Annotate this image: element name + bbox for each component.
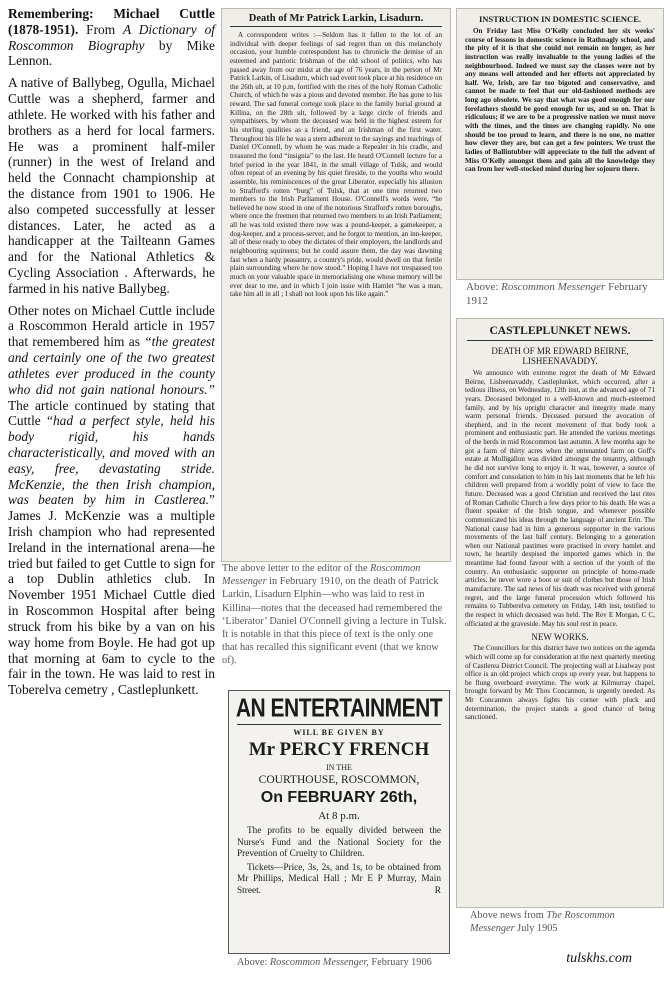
larkin-heading: Death of Mr Patrick Larkin, Lisadurn. [230, 9, 442, 27]
beirne-subhead-place: LISHEENAVADDY. [522, 356, 598, 366]
castleplunket-caption [470, 909, 660, 935]
castleplunket-clipping [456, 318, 664, 908]
domestic-caption [466, 280, 662, 308]
article-quote: “the greatest and certainly one of the two greatest athletes ever produced in the county who did not gain national honours.” [8, 334, 215, 397]
ad-venue: COURTHOUSE, ROSCOMMON, [258, 774, 420, 786]
caption-text: February 1912 [466, 281, 648, 308]
ad-profits: The profits to be equally divided between the Nurse's Fund and the National Society for the Prevention of Cruelty to Children. [237, 826, 441, 860]
beirne-paragraph: We announce with extreme regret the death of Mr Edward Beirne, Lisheenavaddy, Castleplunket, which occurred, after a tedious illness, on Wednesday, 12th inst, at the advanced age of 71 years. Deceased belonged to a well-known and much-esteemed family, and by his upright character and integrity made many warm personal friends. Deceased pursued the avocation of shepherd, and in the recent movement of that body took a prominent and enthusiastic part. He attended the various meetings of the herds in mid Roscommon last autumn. A few months ago he got a farm of thirty acres when the untenanted farm on Goff's estate at Mulligallon was divided amongst the tenantry, although he did not survive long to enjoy it. It was, however, a source of comfort and consolation to him in his last moments that he left his children well prepared from a worldly point of view to face the future. Deceased was a good Christian and received the last rites of Roman Catholic Church a few days prior to his death. He was a fluent speaker of the Irish tongue, and whenever possible communicated his ideas through the language of ancient Erin. The National cause had in him a generous supporter in the various movements of the last half century. Belonging to a generation when our National pastimes were practised in every hamlet and town, he heartily despised the imported games which in the meantime had found favour with a section of the youth of the country. An enthusiastic supporter on principle of home-made articles, he never wore a boot or suit of clothes but those of Irish manufacture. The sad news of his death was received with general regret, and the large funeral procession which followed his remains to Tubberelva cemetery on Friday, 14th inst, testified to the respect in which deceased was held. The Rev E Morgan, C C, officiated at the graveside. May his soul rest in peace. [465, 369, 655, 628]
site-footer: tulskhs.com [566, 951, 632, 966]
entertainment-caption [237, 956, 447, 969]
larkin-caption [222, 562, 448, 667]
ad-mark: R [434, 886, 441, 897]
caption-source: Roscommon Messenger [501, 281, 606, 293]
ad-time: At 8 p.m. [318, 810, 360, 822]
entertainment-ad [228, 690, 450, 954]
larkin-clipping [221, 8, 451, 562]
ad-tickets-text: Tickets—Price, 3s, 2s, and 1s, to be obtained from Mr Phillips, Medical Hall ; Mr E P Murray, Main Street. [237, 862, 441, 897]
ad-date: On FEBRUARY 26th, [260, 789, 418, 806]
caption-text: July 1905 [514, 923, 558, 935]
divider [237, 724, 441, 725]
article-header [8, 6, 215, 69]
ad-in-the: IN THE [326, 763, 352, 772]
caption-text: in February 1910, on the death of Patrick Larkin, Lisadurn Elphin—who was laid to rest in Killina—notes that the deceased had remembered the ‘Liberator’ Daniel O'Connell giving a lecture in Tulsk. It is notable in that this piece of text is the only one that has recalled this significant event (that we know of). [222, 576, 447, 667]
larkin-paragraph: A correspondent writes :—Seldom has it fallen to the lot of an individual with deeper feelings of sad regret than on this melancholy occasion, your humble correspondent has to chronicle the demise of an esteemed and patriotic Irishman of the old school of politics, who has passed away from our midst at the age of 76 years, in the person of Mr Patrick Larkin, of Lisadurn, which sad event took place at his residence on the 26th ult, at 10 p.m, fortified with the rites of the holy Roman Catholic Church, of which he was a pious and devoted member. He has gone to his reward. The sad funeral cortege took place to the family burial ground at Killina, on the 28th ult, followed by a large circle of friends and sympathisers, by whom the deceased was held in the highest esteem for his sterling qualities as a friend, and an Irishman of the first water. Throughout his life he was a stern adherent to the sayings and teachings of Daniel O'Connell, by whom he was made a Repealer in his cradle, and treasured the fond “insignia” to the last. He heard O'Connell lecture for a brief period in the year 1841, in the small village of Tulsk, and would often repeat of an evening by his quiet fireside, to the youths who would assemble, his reminiscences of the great Liberator, especially his allusion to Strafford's rotten “burg” of Tulsk, that at one time returned two members to the Irish Parliament House. O'Connell's words were, “he believed he now stood in one of the notorious Strafford's rotten boroughs, where once the freemen that returned two members to an Irish Parliament; all he was told existed there now was a pound-keeper, a gamekeeper, a dog-keeper, and a process-server, and he forgot to mention, an inn-keeper, all of these ready to obey the dictates of their employers, the landlords and neighbouring squireens; but he could assure them, the day was dawning fast when a hardy peasantry, a country's pride, would dwell on that fertile plain surrounding where he now stood.” Hoping I have not trespassed too much on your valuable space in memorialising one whose memory will be ever dear to me, and in which I join issue with Hamlet “he was a man, take him all in all ; I shall not look upon his like again.” [230, 31, 442, 299]
new-works-paragraph: The Councillors for this district have two notices on the agenda which will come up for consideration at the next quarterly meeting of Castlerea District Council. The projecting wall at Lisalway post office is an old project which crops up every year, but happens to be flung overboard everytime. The work at Kilmurray chapel, brought forward by Mr Thos Concannon, is urgently needed. As Mr Concannon always fights his corner with pluck and determination, the project stands a good chance of being sanctioned. [465, 644, 655, 722]
domestic-heading: INSTRUCTION IN DOMESTIC SCIENCE. [478, 14, 641, 24]
beirne-text [457, 369, 663, 628]
domestic-paragraph: On Friday last Miss O'Kelly concluded her six weeks' course of lessons in domestic science in Rathnagly school, and the pity of it is that she could not remain on longer, as her instruction was really invaluable to the young ladies of the neighbourhood. Indeed we must say the classes were not by any means well attended and her efforts not appreciated by half. We, Irish, are far too bigoted and conservative, and cannot be made to feel that our old-fashioned methods are long ago obsolete. We say that what was good enough for our forefathers should be good enough for us, and so on. That is ridiculous; if we are to be a progressive nation we must move with the times, and the times are changing rapidly. No one should be too proud to learn, and there is no one, no matter how clever they are, but can get a few pointers. We trust the ladies of Ballintubber will appreciate to the full the advent of Miss O'Kelly amongst them and gain all the knowledge they can from her well-stocked mind during her sojourn there. [465, 27, 655, 174]
larkin-text [222, 31, 450, 299]
article-quote: had a perfect style, held his body rigid, his hands characteristically, and moved with an easy, free, devastating stride. McKenzie, the then Irish champion, was beaten by him in Castlerea. [8, 413, 216, 508]
caption-text: Above: [237, 957, 270, 968]
article-paragraph-1: A native of Ballybeg, Ogulla, Michael Cuttle was a shepherd, farmer and athlete. He worked with his father and brothers as a herd for local farmers. He was a prominent half-miler (runner) in the west of Ireland and held the Connacht championship at the distance from 1901 to 1906. He also competed successfully at lesser distances. Later, he acted as a handicapper at the Tailteann Games and for the National Athletics & Cycling Association . Afterwards, he farmed in his native Ballybeg. [8, 75, 215, 296]
main-article [8, 6, 215, 704]
caption-source: Roscommon Messenger [222, 563, 421, 588]
caption-source: The Roscommon Messenger [470, 910, 615, 935]
ad-title: AN ENTERTAINMENT [235, 694, 443, 723]
article-text: Other notes on Michael Cuttle include a Roscommon Herald article in 1957 that remembered him as [8, 302, 215, 350]
ad-tickets [229, 861, 449, 900]
article-text: ” James J. McKenzie was a multiple Irish champion who had represented Ireland in the international arena—he tried but failed to get Cuttle to sign for a top Dublin athletics club. In November 1951 Michael Cuttle died in Roscommon Hospital after being struck from his bike by a van on his way home from Boyle. He had got up that morning at 6am to cycle to the fair in the town. He was laid to rest in Toberelva cemetry , Castleplunkett. [8, 492, 215, 698]
ad-performer: Mr PERCY FRENCH [248, 739, 430, 760]
domestic-text [457, 27, 663, 174]
article-text: The article continued by stating that Cuttle “ [8, 397, 215, 429]
article-paragraph-2 [8, 303, 215, 698]
domestic-clipping [456, 8, 664, 280]
new-works-text [457, 644, 663, 722]
beirne-subhead: DEATH OF MR EDWARD BEIRNE, [491, 346, 629, 356]
article-source-suffix: by Mike Lennon. [8, 37, 215, 69]
caption-text: The above letter to the editor of the [222, 563, 371, 574]
article-source-prefix: From [86, 21, 116, 37]
caption-text: Above news from [470, 910, 547, 921]
castleplunket-masthead: CASTLEPLUNKET NEWS. [467, 319, 653, 341]
article-source-book: A Dictionary of Roscommon Biography [8, 21, 215, 53]
caption-source: Roscommon Messenger, [269, 957, 369, 968]
new-works-subhead: NEW WORKS. [531, 632, 589, 643]
ad-given-by: WILL BE GIVEN BY [293, 728, 385, 737]
article-title: Remembering: Michael Cuttle (1878-1951). [8, 6, 215, 37]
caption-text: Above: [466, 281, 502, 293]
caption-text: February 1906 [368, 957, 432, 968]
